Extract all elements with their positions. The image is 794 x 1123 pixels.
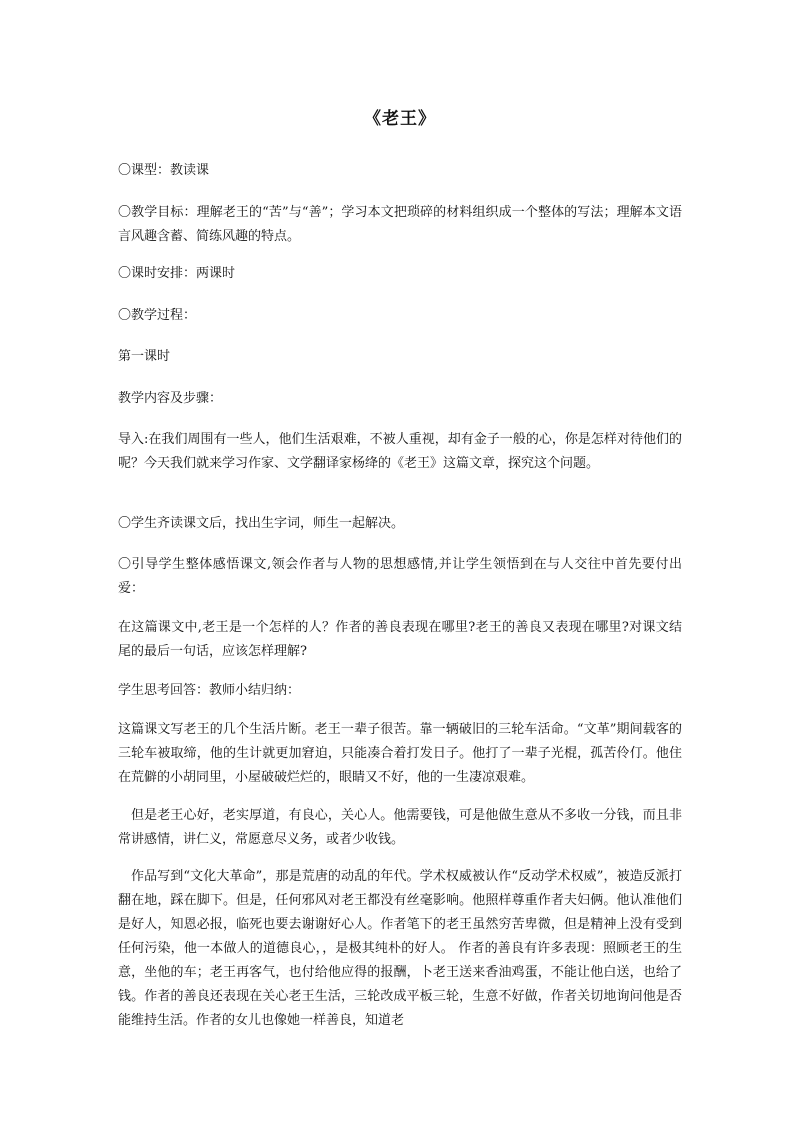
class-hours: 〇课时安排：两课时 [118, 266, 236, 281]
introduction-paragraph: 导入:在我们周围有一些人，他们生活艰难，不被人重视，却有金子一般的心，你是怎样对待他们的呢？今天我们就来学习作家、文学翻译家杨绛的《老王》这篇文章，探究这个问题。 [118, 432, 682, 471]
summary-heading: 学生思考回答：教师小结归纳： [118, 683, 301, 698]
teaching-process: 〇教学过程： [118, 308, 197, 323]
lesson-type: 〇课型：教读课 [118, 163, 210, 178]
questions-paragraph: 在这篇课文中,老王是一个怎样的人？作者的善良表现在哪里?老王的善良又表现在哪里?对课文结尾的最后一句话，应该怎样理解? [118, 620, 682, 659]
body-paragraph-3: 作品写到“文化大革命”，那是荒唐的动乱的年代。学术权威被认作“反动学术权威”，被造反派打翻在地，踩在脚下。但是，任何邪风对老王都没有丝毫影响。他照样尊重作者夫妇俩。他认准他们是好人，知恩必报，临死也要去谢谢好心人。作者笔下的老王虽然穷苦卑微，但是精神上没有受到任何污染，他一本做人的道德良心，，是极其纯朴的好人。 作者的善良有许多表现：照顾老王的生意，坐他的车；老王再客气，也付给他应得的报酬，卜老王送来香油鸡蛋，不能让他白送，也给了钱。作者的善良还表现在关心老王生活，三轮改成平板三轮，生意不好做，作者关切地询问他是否能维持生活。作者的女儿也像她一样善良，知道老 [118, 869, 682, 1028]
body-paragraph-2: 但是老王心好，老实厚道，有良心，关心人。他需要钱，可是他做生意从不多收一分钱，而且非常讲感情，讲仁义，常愿意尽义务，或者少收钱。 [118, 808, 682, 847]
document-title: 《老王》 [364, 109, 436, 129]
teaching-goals: 〇教学目标：理解老王的“苦”与“善”；学习本文把琐碎的材料组织成一个整体的写法；理解本文语言风趣含蓄、简练风趣的特点。 [118, 205, 682, 244]
content-steps-heading: 教学内容及步骤： [118, 391, 223, 406]
body-paragraph-1: 这篇课文写老王的几个生活片断。老王一辈子很苦。靠一辆破旧的三轮车活命。“文革”期间载客的三轮车被取缔，他的生计就更加窘迫，只能凑合着打发日子。他打了一辈子光棍，孤苦伶仃。他住在荒僻的小胡同里，小屋破破烂烂的，眼睛又不好，他的一生凄凉艰难。 [118, 722, 682, 785]
first-lesson-heading: 第一课时 [118, 349, 171, 364]
guide-step: 〇引导学生整体感悟课文,领会作者与人物的思想感情,并让学生领悟到在与人交往中首先要付出爱： [118, 557, 682, 596]
reading-step: 〇学生齐读课文后，找出生字词，师生一起解决。 [118, 516, 405, 531]
